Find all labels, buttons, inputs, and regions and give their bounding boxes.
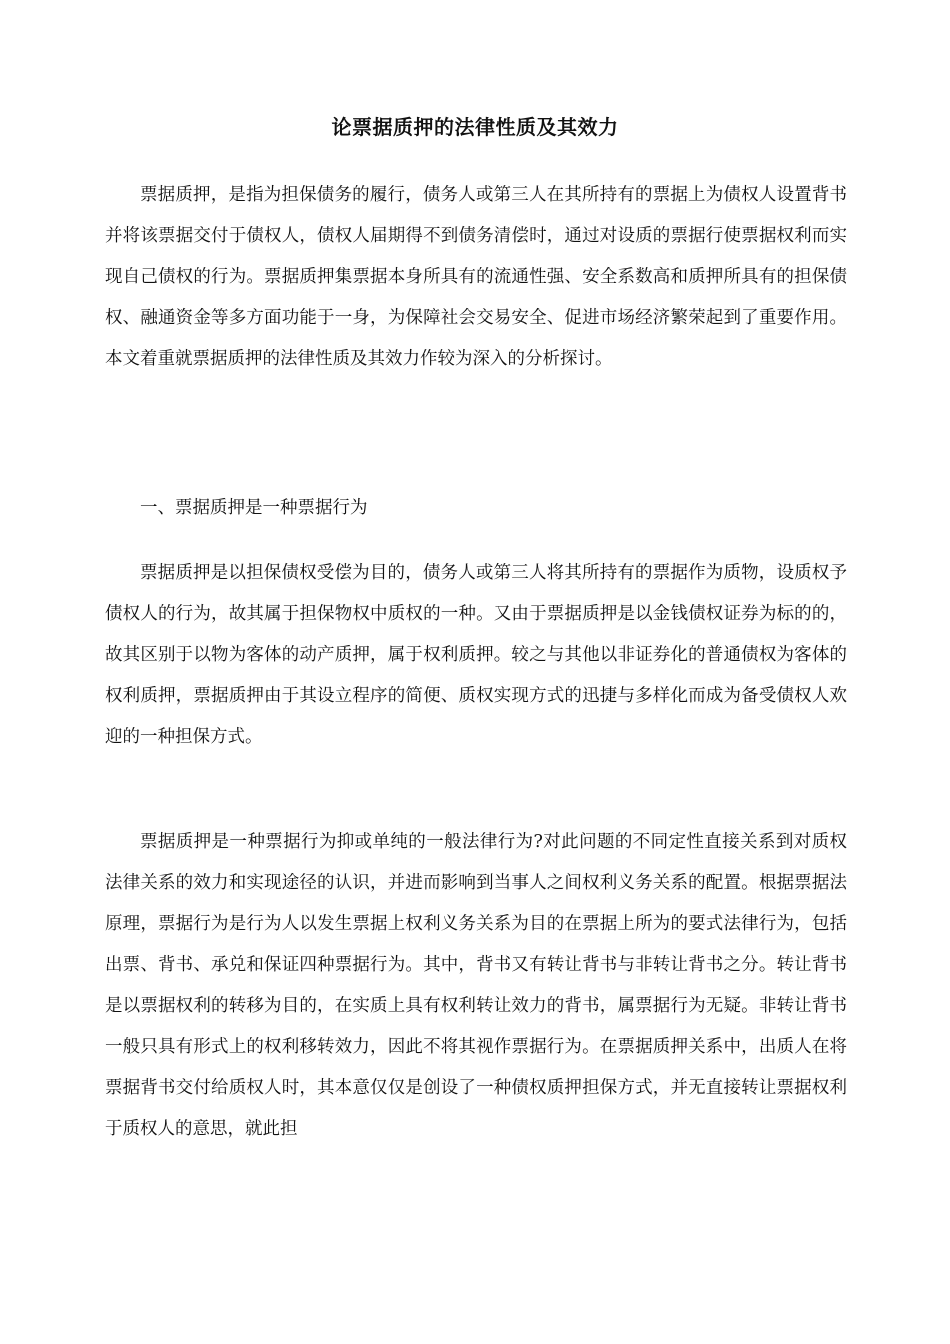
intro-paragraph: 票据质押，是指为担保债务的履行，债务人或第三人在其所持有的票据上为债权人设置背书并将该票据交付于债权人，债权人届期得不到债务清偿时，通过对设质的票据行使票据权利而实现自己债权的行为。票据质押集票据本身所具有的流通性强、安全系数高和质押所具有的担保债权、融通资金等多方面功能于一身，为保障社会交易安全、促进市场经济繁荣起到了重要作用。本文着重就票据质押的法律性质及其效力作较为深入的分析探讨。	[105, 185, 847, 369]
body-paragraph-1: 票据质押是以担保债权受偿为目的，债务人或第三人将其所持有的票据作为质物，设质权予债权人的行为，故其属于担保物权中质权的一种。又由于票据质押是以金钱债权证券为标的的，故其区别于以物为客体的动产质押，属于权利质押。较之与其他以非证券化的普通债权为客体的权利质押，票据质押由于其设立程序的简便、质权实现方式的迅捷与多样化而成为备受债权人欢迎的一种担保方式。	[105, 563, 847, 747]
document-title: 论票据质押的法律性质及其效力	[331, 115, 619, 139]
section-heading-1: 一、票据质押是一种票据行为	[140, 498, 368, 518]
body-paragraph-2: 票据质押是一种票据行为抑或单纯的一般法律行为?对此问题的不同定性直接关系到对质权法律关系的效力和实现途径的认识，并进而影响到当事人之间权利义务关系的配置。根据票据法原理，票据行为是行为人以发生票据上权利义务关系为目的在票据上所为的要式法律行为，包括出票、背书、承兑和保证四种票据行为。其中，背书又有转让背书与非转让背书之分。转让背书是以票据权利的转移为目的，在实质上具有权利转让效力的背书，属票据行为无疑。非转让背书一般只具有形式上的权利移转效力，因此不将其视作票据行为。在票据质押关系中，出质人在将票据背书交付给质权人时，其本意仅仅是创设了一种债权质押担保方式，并无直接转让票据权利于质权人的意思，就此担	[105, 832, 847, 1139]
